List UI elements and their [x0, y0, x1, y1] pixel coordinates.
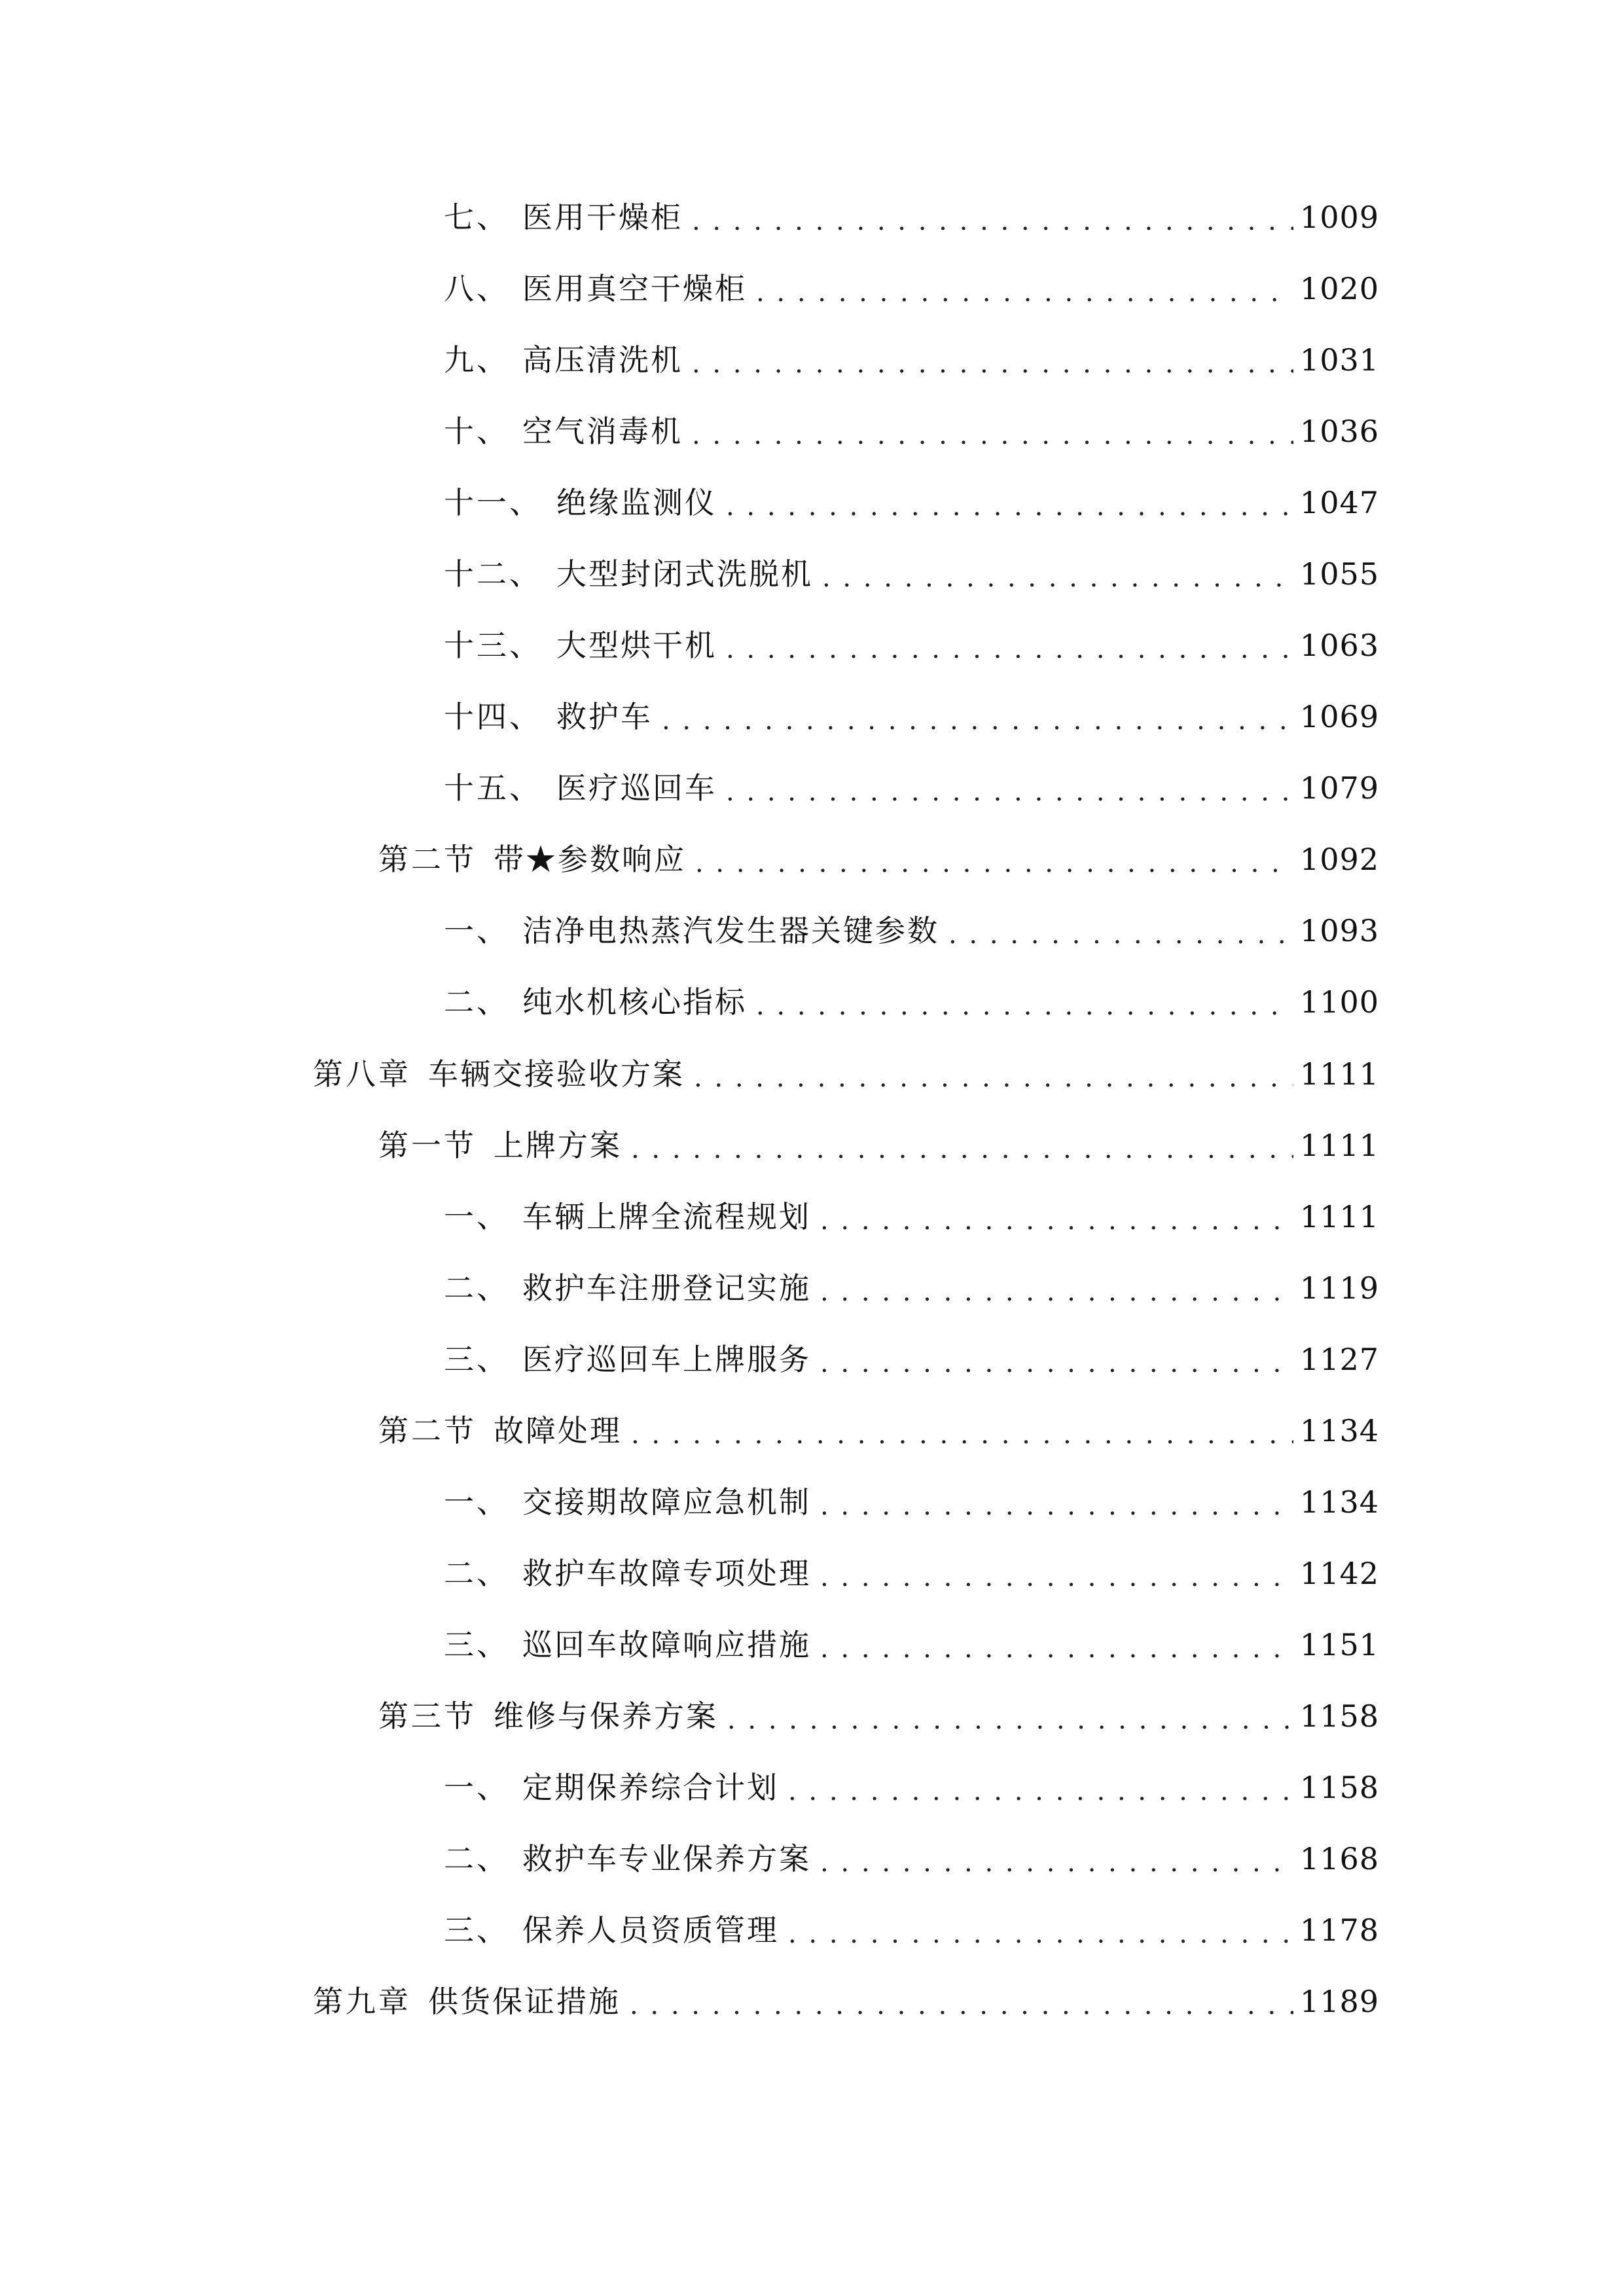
- toc-entry-page: 1151: [1299, 1627, 1379, 1662]
- toc-entry-title: 高压清洗机: [522, 342, 683, 378]
- dot-leader: [756, 983, 1293, 1029]
- dot-leader: [631, 1412, 1293, 1458]
- toc-section-number: 第二节: [378, 1413, 477, 1448]
- toc-entry[interactable]: [444, 1765, 1379, 1810]
- toc-entry-title: 医疗巡回车上牌服务: [522, 1342, 811, 1377]
- dot-leader: [694, 1055, 1293, 1101]
- dot-leader: [692, 412, 1293, 458]
- toc-section-page: 1092: [1299, 842, 1379, 877]
- toc-entry-page: 1047: [1299, 485, 1379, 520]
- toc-entry-page: 1158: [1299, 1770, 1379, 1805]
- toc-section-title: 故障处理: [494, 1413, 622, 1448]
- toc-entry[interactable]: [444, 408, 1379, 454]
- toc-entry[interactable]: [444, 194, 1379, 240]
- toc-entry[interactable]: [444, 979, 1379, 1025]
- toc-section[interactable]: [378, 836, 1379, 882]
- toc-section-page: 1158: [1299, 1698, 1379, 1734]
- dot-leader: [726, 769, 1293, 815]
- toc-section-title: 带★参数响应: [494, 842, 686, 877]
- dot-leader: [756, 270, 1293, 315]
- toc-entry-number: 二、: [444, 1841, 509, 1876]
- toc-entry-title: 交接期故障应急机制: [522, 1484, 811, 1520]
- toc-entry-page: 1055: [1299, 556, 1379, 592]
- toc-entry-number: 十五、: [444, 770, 542, 806]
- toc-entry[interactable]: [444, 1265, 1379, 1311]
- toc-entry-number: 二、: [444, 1270, 509, 1306]
- toc-entry-number: 二、: [444, 984, 509, 1020]
- toc-chapter[interactable]: [313, 1979, 1379, 2024]
- toc-entry-page: 1178: [1299, 1912, 1379, 1948]
- toc-entry-page: 1134: [1299, 1484, 1379, 1520]
- dot-leader: [727, 1697, 1293, 1743]
- toc-chapter-number: 第八章: [313, 1056, 411, 1092]
- toc-entry-title: 保养人员资质管理: [522, 1912, 779, 1948]
- toc-entry[interactable]: [444, 266, 1379, 312]
- dot-leader: [692, 198, 1293, 244]
- dot-leader: [726, 484, 1293, 529]
- toc-entry[interactable]: [444, 1336, 1379, 1382]
- toc-entry-title: 救护车: [556, 699, 653, 734]
- toc-entry-title: 救护车故障专项处理: [522, 1556, 811, 1591]
- toc-section-number: 第三节: [378, 1698, 477, 1734]
- toc-entry-page: 1093: [1299, 913, 1379, 948]
- toc-chapter[interactable]: [313, 1051, 1379, 1097]
- toc-entry-number: 十一、: [444, 485, 542, 520]
- toc-entry-title: 洁净电热蒸汽发生器关键参数: [522, 913, 939, 948]
- toc-entry-title: 绝缘监测仪: [556, 485, 717, 520]
- toc-entry-title: 空气消毒机: [522, 414, 683, 449]
- dot-leader: [820, 1840, 1293, 1886]
- toc-entry-page: 1111: [1299, 1199, 1379, 1234]
- toc-entry-page: 1119: [1299, 1270, 1379, 1306]
- toc-entry[interactable]: [444, 1479, 1379, 1525]
- toc-entry-title: 大型烘干机: [556, 628, 717, 663]
- toc-entry[interactable]: [444, 694, 1379, 740]
- toc-entry-number: 十四、: [444, 699, 542, 734]
- toc-entry-title: 巡回车故障响应措施: [522, 1627, 811, 1662]
- toc-entry-title: 医疗巡回车: [556, 770, 717, 806]
- toc-entry-page: 1036: [1299, 414, 1379, 449]
- toc-entry-page: 1009: [1299, 200, 1379, 235]
- toc-chapter-title: 供货保证措施: [428, 1984, 621, 2019]
- toc-entry[interactable]: [444, 1836, 1379, 1882]
- toc-entry-number: 一、: [444, 1484, 509, 1520]
- toc-section-number: 第一节: [378, 1128, 477, 1163]
- toc-chapter-page: 1111: [1299, 1056, 1379, 1092]
- toc-entry-title: 纯水机核心指标: [522, 984, 747, 1020]
- toc-entry-page: 1031: [1299, 342, 1379, 378]
- dot-leader: [948, 912, 1293, 958]
- dot-leader: [695, 840, 1293, 886]
- dot-leader: [820, 1198, 1293, 1244]
- toc-section-page: 1111: [1299, 1128, 1379, 1163]
- dot-leader: [820, 1626, 1293, 1672]
- toc-entry-number: 八、: [444, 271, 509, 306]
- toc-entry[interactable]: [444, 622, 1379, 668]
- dot-leader: [631, 1126, 1293, 1172]
- toc-entry-number: 十二、: [444, 556, 542, 592]
- toc-entry-title: 大型封闭式洗脱机: [556, 556, 813, 592]
- toc-section[interactable]: [378, 1693, 1379, 1739]
- toc-section[interactable]: [378, 1408, 1379, 1454]
- toc-entry[interactable]: [444, 1194, 1379, 1240]
- toc-entry-title: 医用真空干燥柜: [522, 271, 747, 306]
- toc-entry[interactable]: [444, 1551, 1379, 1596]
- dot-leader: [820, 1269, 1293, 1315]
- toc-entry[interactable]: [444, 480, 1379, 526]
- toc-chapter-page: 1189: [1299, 1984, 1379, 2019]
- dot-leader: [726, 626, 1293, 672]
- dot-leader: [822, 555, 1293, 601]
- toc-section-page: 1134: [1299, 1413, 1379, 1448]
- toc-entry[interactable]: [444, 1907, 1379, 1953]
- toc-entry-title: 车辆上牌全流程规划: [522, 1199, 811, 1234]
- toc-entry-title: 救护车注册登记实施: [522, 1270, 811, 1306]
- toc-entry-number: 一、: [444, 913, 509, 948]
- toc-entry-title: 救护车专业保养方案: [522, 1841, 811, 1876]
- toc-chapter-number: 第九章: [313, 1984, 411, 2019]
- toc-entry-number: 二、: [444, 1556, 509, 1591]
- dot-leader: [662, 698, 1293, 744]
- toc-entry-number: 一、: [444, 1770, 509, 1805]
- dot-leader: [630, 1982, 1293, 2028]
- toc-entry-page: 1127: [1299, 1342, 1379, 1377]
- dot-leader: [820, 1340, 1293, 1386]
- toc-section-title: 上牌方案: [494, 1128, 622, 1163]
- toc-chapter-title: 车辆交接验收方案: [428, 1056, 685, 1092]
- toc-entry-title: 医用干燥柜: [522, 200, 683, 235]
- toc-entry-number: 三、: [444, 1627, 509, 1662]
- toc-entry-number: 三、: [444, 1912, 509, 1948]
- toc-section-number: 第二节: [378, 842, 477, 877]
- toc-entry-number: 一、: [444, 1199, 509, 1234]
- dot-leader: [788, 1911, 1293, 1957]
- toc-entry-title: 定期保养综合计划: [522, 1770, 779, 1805]
- toc-entry-page: 1020: [1299, 271, 1379, 306]
- toc-entry-number: 十三、: [444, 628, 542, 663]
- toc-entry[interactable]: [444, 908, 1379, 954]
- toc-entry-page: 1079: [1299, 770, 1379, 806]
- toc-entry-number: 七、: [444, 200, 509, 235]
- toc-entry-page: 1063: [1299, 628, 1379, 663]
- dot-leader: [788, 1768, 1293, 1814]
- toc-entry[interactable]: [444, 337, 1379, 383]
- toc-entry-number: 三、: [444, 1342, 509, 1377]
- toc-entry-page: 1100: [1299, 984, 1379, 1020]
- toc-entry[interactable]: [444, 1622, 1379, 1668]
- toc-entry-number: 九、: [444, 342, 509, 378]
- toc-entry-page: 1069: [1299, 699, 1379, 734]
- toc-section-title: 维修与保养方案: [494, 1698, 718, 1734]
- toc-entry-page: 1168: [1299, 1841, 1379, 1876]
- toc-section[interactable]: [378, 1122, 1379, 1168]
- toc-entry-page: 1142: [1299, 1556, 1379, 1591]
- dot-leader: [692, 341, 1293, 387]
- dot-leader: [820, 1554, 1293, 1600]
- toc-entry-number: 十、: [444, 414, 509, 449]
- toc-entry[interactable]: [444, 765, 1379, 811]
- dot-leader: [820, 1483, 1293, 1529]
- toc-entry[interactable]: [444, 551, 1379, 597]
